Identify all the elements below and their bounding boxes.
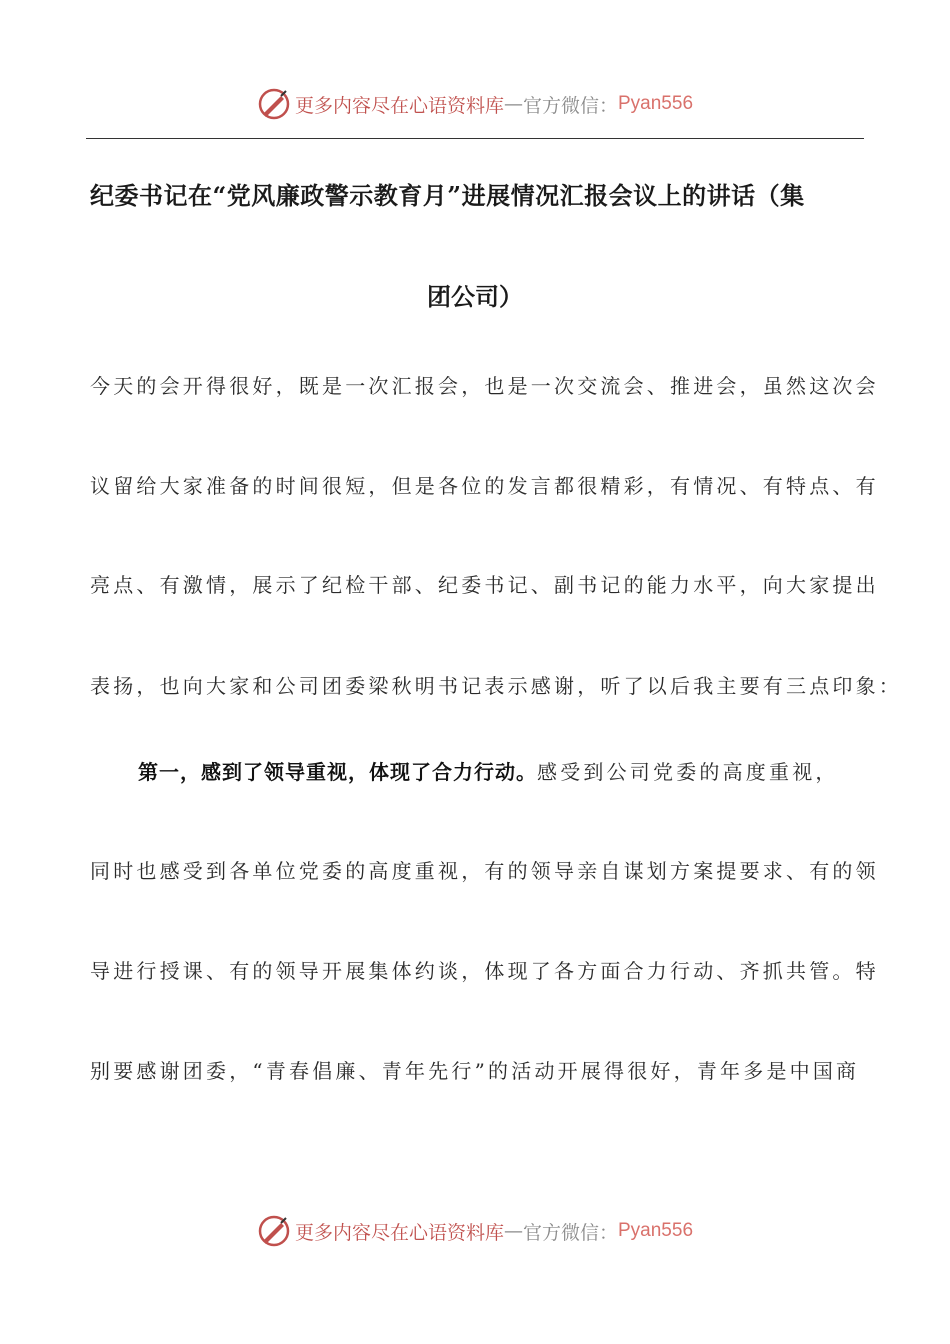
banner-separator: — <box>503 1220 523 1242</box>
pen-logo-icon <box>257 1214 291 1248</box>
point-one-paragraph <box>138 757 860 787</box>
header-banner <box>0 84 950 124</box>
banner-wechat-label: 官方微信： <box>522 1221 618 1244</box>
body-line: 议留给大家准备的时间很短，但是各位的发言都很精彩，有情况、有特点、有 <box>90 474 879 498</box>
document-title-line-2: 团公司） <box>427 282 523 311</box>
banner-account: Pyan556 <box>618 93 694 114</box>
point-one-text: 感受到公司党委的高度重视， <box>537 760 839 784</box>
body-line: 今天的会开得很好，既是一次汇报会，也是一次交流会、推进会，虽然这次会 <box>90 374 879 398</box>
banner-site-name: 更多内容尽在心语资料库 <box>294 1221 504 1244</box>
banner-site-name: 更多内容尽在心语资料库 <box>294 94 504 117</box>
document-title-line-1: 纪委书记在“党风廉政警示教育月”进展情况汇报会议上的讲话（集 <box>90 181 805 210</box>
point-one-heading: 第一，感到了领导重视，体现了合力行动。 <box>138 760 537 784</box>
banner-separator: — <box>503 93 523 115</box>
banner-account: Pyan556 <box>618 1220 694 1241</box>
body-line: 亮点、有激情，展示了纪检干部、纪委书记、副书记的能力水平，向大家提出 <box>90 573 879 597</box>
body-line: 同时也感受到各单位党委的高度重视，有的领导亲自谋划方案提要求、有的领 <box>90 859 879 883</box>
pen-logo-icon <box>257 87 291 121</box>
footer-banner <box>0 1211 950 1251</box>
banner-wechat-label: 官方微信： <box>522 94 618 117</box>
body-line: 别要感谢团委，“青春倡廉、青年先行”的活动开展得很好，青年多是中国商 <box>90 1059 860 1083</box>
body-line: 导进行授课、有的领导开展集体约谈，体现了各方面合力行动、齐抓共管。特 <box>90 959 879 983</box>
body-line: 表扬，也向大家和公司团委梁秋明书记表示感谢，听了以后我主要有三点印象： <box>90 674 902 698</box>
header-divider <box>86 138 864 139</box>
